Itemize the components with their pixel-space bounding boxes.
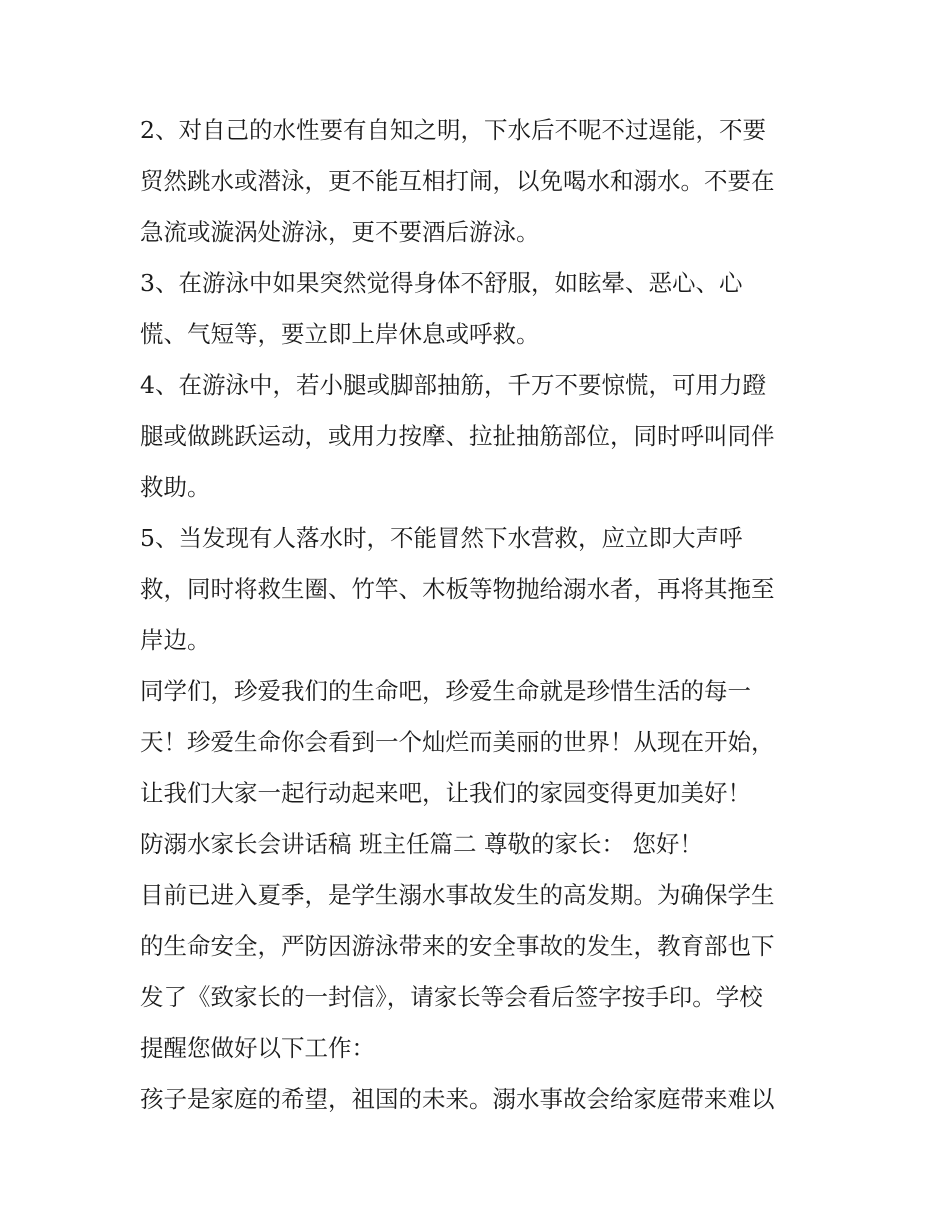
text-line: 提醒您做好以下工作：	[140, 1034, 375, 1062]
text-line: 天！珍爱生命你会看到一个灿烂而美丽的世界！从现在开始，	[140, 728, 775, 756]
text-line: 3、在游泳中如果突然觉得身体不舒服，如眩晕、恶心、心	[140, 269, 743, 297]
text-line: 4、在游泳中，若小腿或脚部抽筋，千万不要惊慌，可用力蹬	[140, 371, 766, 399]
text-line: 孩子是家庭的希望，祖国的未来。溺水事故会给家庭带来难以	[140, 1085, 775, 1113]
text-line: 慌、气短等，要立即上岸休息或呼救。	[140, 320, 540, 348]
text-line: 急流或漩涡处游泳，更不要酒后游泳。	[140, 218, 540, 246]
section-heading: 防溺水家长会讲话稿 班主任篇二 尊敬的家长： 您好！	[140, 830, 703, 858]
text-line: 发了《致家长的一封信》，请家长等会看后签字按手印。学校	[140, 983, 763, 1011]
text-line: 的生命安全，严防因游泳带来的安全事故的发生，教育部也下	[140, 932, 775, 960]
text-line: 2、对自己的水性要有自知之明，下水后不呢不过逞能，不要	[140, 116, 766, 144]
text-line: 5、当发现有人落水时，不能冒然下水营救，应立即大声呼	[140, 524, 743, 552]
text-line: 救，同时将救生圈、竹竿、木板等物抛给溺水者，再将其拖至	[140, 575, 775, 603]
text-line: 岸边。	[140, 626, 211, 654]
text-line: 腿或做跳跃运动，或用力按摩、拉扯抽筋部位，同时呼叫同伴	[140, 422, 775, 450]
text-line: 目前已进入夏季，是学生溺水事故发生的高发期。为确保学生	[140, 881, 775, 909]
text-line: 让我们大家一起行动起来吧，让我们的家园变得更加美好！	[140, 779, 751, 807]
text-line: 贸然跳水或潜泳，更不能互相打闹，以免喝水和溺水。不要在	[140, 167, 775, 195]
text-line: 同学们，珍爱我们的生命吧，珍爱生命就是珍惜生活的每一	[140, 677, 751, 705]
text-line: 救助。	[140, 473, 211, 501]
